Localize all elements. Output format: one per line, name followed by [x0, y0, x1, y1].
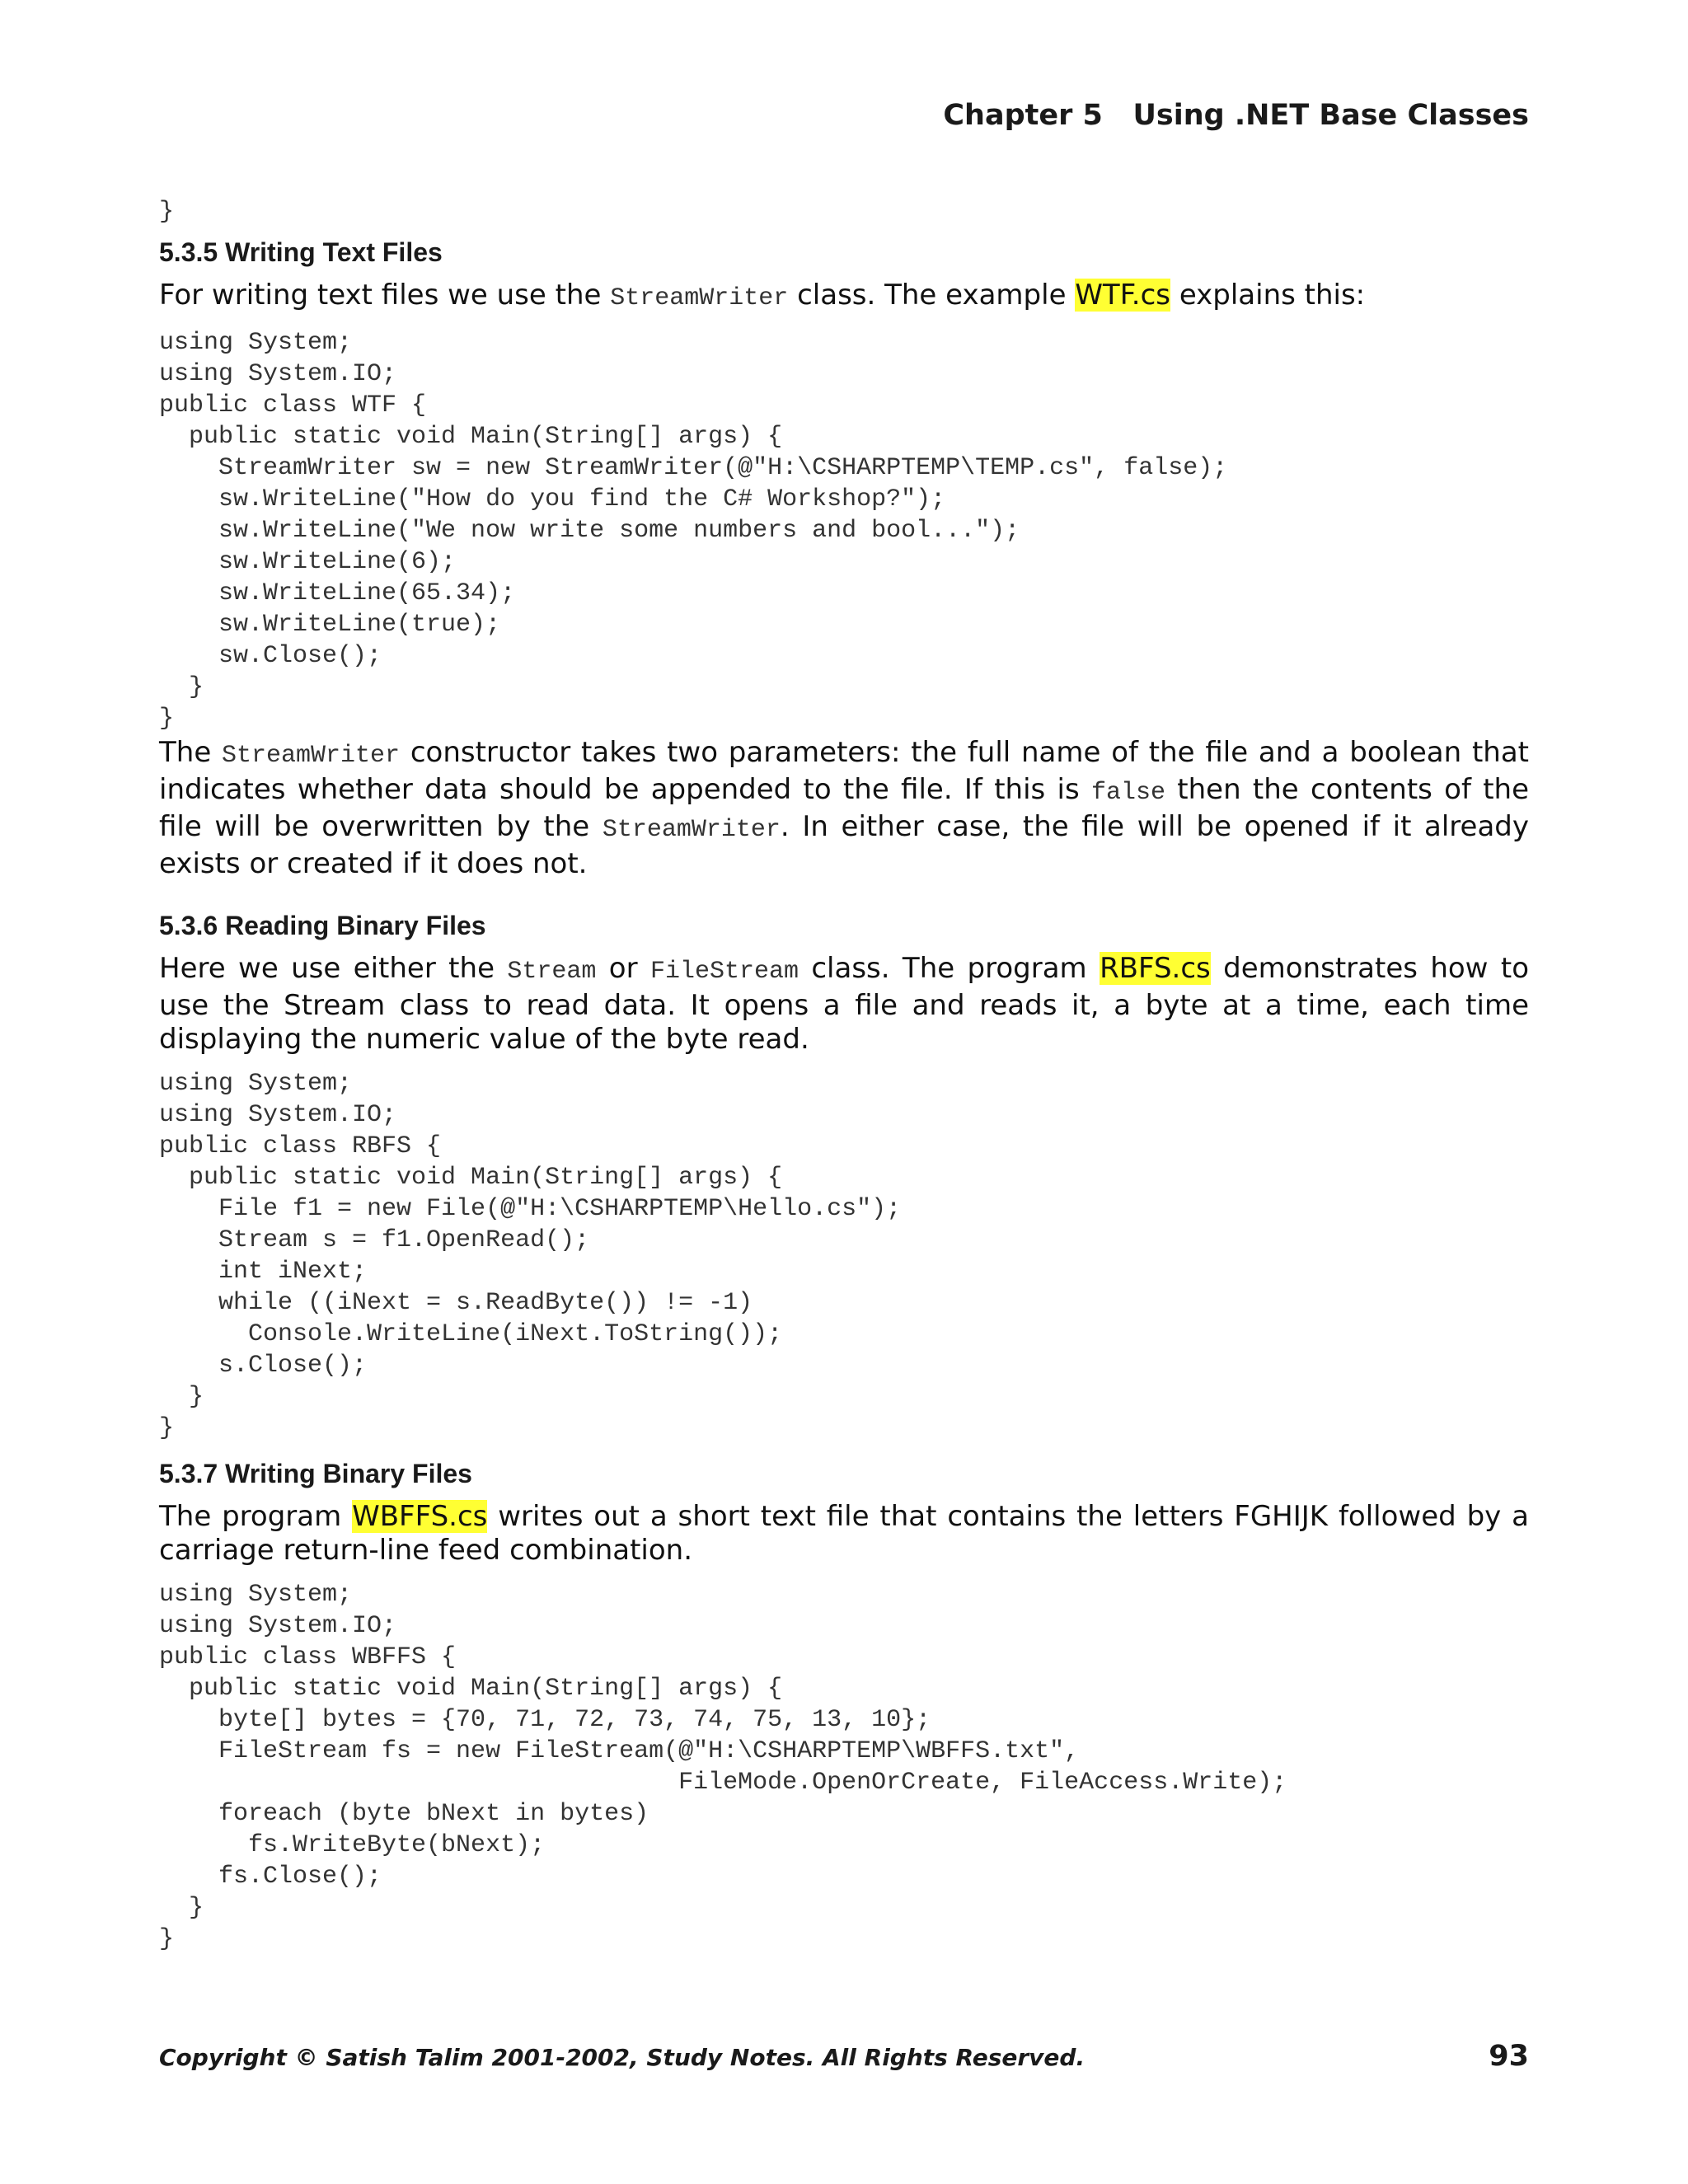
text-run: The — [159, 736, 223, 769]
inline-code: Stream — [507, 958, 597, 986]
section-heading: 5.3.6 Reading Binary Files — [159, 911, 486, 940]
text-run: or — [596, 952, 650, 985]
text-run: writes out a short text file that contains the letters FGHIJK followed by a carriage return-line feed combination. — [159, 1500, 1530, 1567]
page-content — [159, 196, 1529, 1955]
inline-code: FileStream — [649, 958, 799, 986]
code-block-closing-brace: } — [159, 198, 175, 226]
highlighted-filename: WTF.cs — [1075, 279, 1171, 312]
text-run: Here we use either the — [159, 952, 508, 985]
text-run: class. The example — [788, 279, 1076, 312]
code-block-wtf: using System; using System.IO; public class WTF { public static void Main(String[] args) { StreamWriter sw = new StreamWriter(@"H:\CSHARPTEMP\TEMP.cs", false); sw.WriteLine("How do you find the C# Workshop?"); sw.WriteLine("We now write some numbers and bool..."); sw.WriteLine(6); sw.WriteLine(65.34); sw.WriteLine(true); sw.Close(); } } — [159, 329, 1228, 733]
running-header: Chapter 5 Using .NET Base Classes — [943, 99, 1529, 132]
text-run: explains this: — [1170, 279, 1366, 312]
inline-code: StreamWriter — [610, 284, 789, 312]
section-heading: 5.3.5 Writing Text Files — [159, 237, 443, 267]
page-footer — [159, 2040, 1529, 2073]
highlighted-filename: RBFS.cs — [1100, 952, 1211, 985]
text-run: demonstrates how to use the Stream class to read data. It opens a file and reads it, a byte at a time, each time displaying the numeric value of the byte read. — [159, 952, 1529, 1056]
paragraph — [159, 279, 1529, 316]
paragraph — [159, 952, 1529, 1057]
inline-code: StreamWriter — [222, 742, 401, 770]
text-run: For writing text files we use the — [159, 279, 611, 312]
text-run: constructor takes two parameters: the full name of the file and a boolean that indicates whether data should be appended to the file. If this is — [159, 736, 1529, 806]
text-run: class. The program — [798, 952, 1100, 985]
inline-code: false — [1090, 779, 1165, 807]
paragraph — [159, 1500, 1529, 1568]
highlighted-filename: WBFFS.cs — [352, 1500, 488, 1533]
text-run: . In either case, the file will be opened if it already exists or created if it does not. — [159, 810, 1529, 880]
section-heading: 5.3.7 Writing Binary Files — [159, 1459, 472, 1488]
paragraph — [159, 736, 1529, 881]
inline-code: StreamWriter — [602, 816, 781, 844]
copyright-notice: Copyright © Satish Talim 2001-2002, Study Notes. All Rights Reserved. — [159, 2044, 1085, 2071]
text-run: The program — [159, 1500, 353, 1533]
page-number: 93 — [1489, 2040, 1529, 2073]
code-block-rbfs: using System; using System.IO; public class RBFS { public static void Main(String[] args) { File f1 = new File(@"H:\CSHARPTEMP\Hello.cs"); Stream s = f1.OpenRead(); int iNext; while ((iNext = s.ReadByte()) != -1) Console.WriteLine(iNext.ToString()); s.Close(); } } — [159, 1070, 902, 1442]
code-block-wbffs: using System; using System.IO; public class WBFFS { public static void Main(String[] args) { byte[] bytes = {70, 71, 72, 73, 74, 75, 13, 10}; FileStream fs = new FileStream(@"H:\CSHARPTEMP\WBFFS.txt", FileMode.OpenOrCreate, FileAccess.Write); foreach (byte bNext in bytes) fs.WriteByte(bNext); fs.Close(); } } — [159, 1581, 1287, 1953]
text-run: then the contents of the file will be overwritten by the — [159, 773, 1530, 843]
